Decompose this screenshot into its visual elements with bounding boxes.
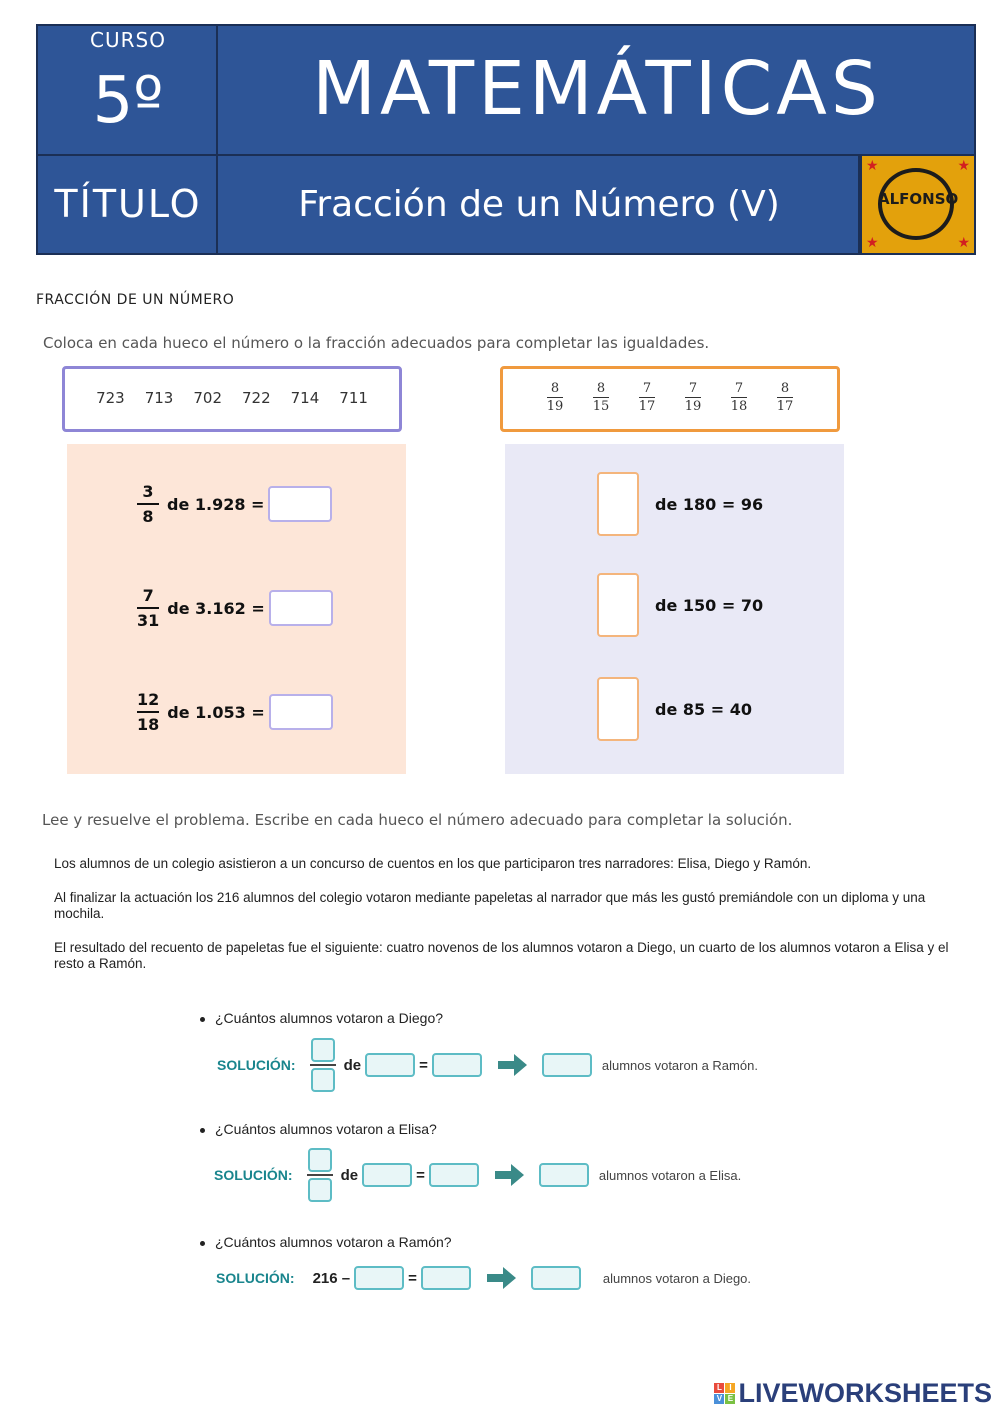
denominator: 17 xyxy=(638,399,656,414)
title-cell xyxy=(217,25,975,155)
question-3 xyxy=(200,1234,452,1250)
equals-sign: = xyxy=(408,1269,417,1287)
right-equation-1 xyxy=(597,472,763,536)
fraction-option[interactable] xyxy=(590,381,612,414)
star-icon: ★ xyxy=(957,235,970,251)
course-label: CURSO xyxy=(90,28,166,52)
arrow-right-icon xyxy=(495,1163,525,1187)
logo-letter: I xyxy=(725,1383,735,1393)
denominator: 19 xyxy=(684,399,702,414)
right-exercise-panel xyxy=(505,444,844,774)
question-1 xyxy=(200,1010,443,1026)
answer-input[interactable] xyxy=(542,1053,592,1077)
equation-text: de 3.162 = xyxy=(167,598,265,618)
section-label: FRACCIÓN DE UN NÚMERO xyxy=(36,292,235,308)
answer-input[interactable] xyxy=(531,1266,581,1290)
answer-input[interactable] xyxy=(269,694,333,730)
question-text: ¿Cuántos alumnos votaron a Diego? xyxy=(215,1010,444,1026)
number-input[interactable] xyxy=(354,1266,404,1290)
solution-text: alumnos votaron a Elisa. xyxy=(598,1167,742,1183)
numerator-input[interactable] xyxy=(311,1038,335,1062)
solution-text: alumnos votaron a Ramón. xyxy=(601,1057,758,1073)
denominator-input[interactable] xyxy=(308,1178,332,1202)
numerator: 7 xyxy=(142,586,154,605)
star-icon: ★ xyxy=(957,158,970,174)
result-input[interactable] xyxy=(432,1053,482,1077)
answer-input[interactable] xyxy=(269,590,333,626)
star-icon: ★ xyxy=(866,158,879,174)
fraction-option[interactable] xyxy=(682,381,704,414)
left-equation-1 xyxy=(137,482,332,526)
number-input[interactable] xyxy=(362,1163,412,1187)
de-text: de xyxy=(340,1166,359,1184)
titulo-label: TÍTULO xyxy=(54,182,202,226)
fraction-answer-input[interactable] xyxy=(597,573,639,637)
fraction-option[interactable] xyxy=(544,381,566,414)
arrow-right-icon xyxy=(487,1266,517,1290)
solution-row-3 xyxy=(216,1266,751,1290)
brand-name: LIVEWORKSHEETS xyxy=(738,1378,992,1408)
fraction-input xyxy=(307,1148,333,1202)
numerator: 12 xyxy=(137,690,160,709)
numerator: 7 xyxy=(688,381,698,396)
equation-text: de 1.053 = xyxy=(167,702,265,722)
liveworksheets-brand xyxy=(714,1378,992,1409)
logo-text: ALFONSO xyxy=(878,190,959,208)
numerator: 8 xyxy=(780,381,790,396)
number-option[interactable]: 702 xyxy=(193,389,222,407)
answer-input[interactable] xyxy=(539,1163,589,1187)
fraction-answer-input[interactable] xyxy=(597,677,639,741)
denominator: 15 xyxy=(592,399,610,414)
subtitle-cell xyxy=(217,155,859,254)
solution-row-2 xyxy=(214,1148,741,1202)
fraction-input xyxy=(310,1038,336,1092)
denominator: 31 xyxy=(137,611,160,630)
answer-input[interactable] xyxy=(268,486,332,522)
question-2 xyxy=(200,1121,437,1137)
fraction-option[interactable] xyxy=(636,381,658,414)
fraction xyxy=(137,482,159,526)
number-input[interactable] xyxy=(365,1053,415,1077)
equation-text: de 180 = 96 xyxy=(655,494,764,514)
course-value: 5º xyxy=(92,64,164,138)
minus-text: 216 – xyxy=(312,1269,351,1287)
left-exercise-panel xyxy=(67,444,406,774)
number-options-box xyxy=(62,366,402,432)
fraction xyxy=(137,690,159,734)
result-input[interactable] xyxy=(421,1266,471,1290)
right-equation-2 xyxy=(597,573,763,637)
solution-label: SOLUCIÓN: xyxy=(214,1167,293,1183)
numerator: 7 xyxy=(642,381,652,396)
fraction-option[interactable] xyxy=(774,381,796,414)
fraction-options-box xyxy=(500,366,840,432)
numerator: 3 xyxy=(142,482,154,501)
alfonso-logo xyxy=(859,155,975,254)
result-input[interactable] xyxy=(429,1163,479,1187)
numerator: 8 xyxy=(550,381,560,396)
problem-paragraph-1: Los alumnos de un colegio asistieron a un concurso de cuentos en los que participaron tres narradores: Elisa, Diego y Ramón. xyxy=(54,856,812,871)
logo-letter: L xyxy=(714,1383,724,1393)
question-text: ¿Cuántos alumnos votaron a Elisa? xyxy=(215,1121,437,1137)
problem-paragraph-3: El resultado del recuento de papeletas fue el siguiente: cuatro novenos de los alumnos votaron a Diego, un cuarto de los alumnos votaron a Elisa y el resto a Ramón. xyxy=(54,940,949,971)
denominator-input[interactable] xyxy=(311,1068,335,1092)
right-equation-3 xyxy=(597,677,752,741)
de-text: de xyxy=(343,1056,362,1074)
fraction xyxy=(137,586,159,630)
number-option[interactable]: 714 xyxy=(290,389,320,407)
left-equation-2 xyxy=(137,586,333,630)
numerator: 8 xyxy=(596,381,606,396)
page-subtitle: Fracción de un Número (V) xyxy=(298,184,780,225)
equals-sign: = xyxy=(419,1056,428,1074)
number-option[interactable]: 722 xyxy=(242,389,271,407)
course-cell xyxy=(37,25,217,155)
denominator: 19 xyxy=(546,399,564,414)
number-option[interactable]: 711 xyxy=(339,389,368,407)
instruction-1: Coloca en cada hueco el número o la fracción adecuados para completar las igualdades. xyxy=(43,334,710,352)
left-equation-3 xyxy=(137,690,333,734)
equation-text: de 150 = 70 xyxy=(655,595,764,615)
solution-label: SOLUCIÓN: xyxy=(216,1270,295,1286)
denominator: 18 xyxy=(730,399,748,414)
equation-text: de 85 = 40 xyxy=(655,699,752,719)
solution-text: alumnos votaron a Diego. xyxy=(602,1270,752,1286)
numerator: 7 xyxy=(734,381,744,396)
fraction-answer-input[interactable] xyxy=(597,472,639,536)
solution-label: SOLUCIÓN: xyxy=(217,1057,296,1073)
logo-letter: V xyxy=(714,1394,724,1404)
denominator: 18 xyxy=(137,715,160,734)
solution-row-1 xyxy=(217,1038,758,1092)
question-text: ¿Cuántos alumnos votaron a Ramón? xyxy=(215,1234,452,1250)
denominator: 8 xyxy=(142,507,154,526)
titulo-cell xyxy=(37,155,217,254)
problem-paragraph-2: Al finalizar la actuación los 216 alumnos del colegio votaron mediante papeletas al narrador que más les gustó premiándole con un diploma y una mochila. xyxy=(54,890,926,921)
logo-letter: E xyxy=(725,1394,735,1404)
equation-text: de 1.928 = xyxy=(167,494,265,514)
fraction-options-row xyxy=(503,381,837,414)
equals-sign: = xyxy=(416,1166,425,1184)
page-title: MATEMÁTICAS xyxy=(312,46,882,132)
numerator-input[interactable] xyxy=(308,1148,332,1172)
worksheet-header xyxy=(36,24,976,255)
number-option[interactable]: 723 xyxy=(96,389,125,407)
number-options-row xyxy=(65,389,399,407)
arrow-right-icon xyxy=(498,1053,528,1077)
star-icon: ★ xyxy=(866,235,879,251)
liveworksheets-logo-icon xyxy=(714,1383,735,1404)
instruction-2: Lee y resuelve el problema. Escribe en cada hueco el número adecuado para completar la solución. xyxy=(42,811,793,829)
denominator: 17 xyxy=(776,399,794,414)
fraction-option[interactable] xyxy=(728,381,750,414)
number-option[interactable]: 713 xyxy=(144,389,174,407)
